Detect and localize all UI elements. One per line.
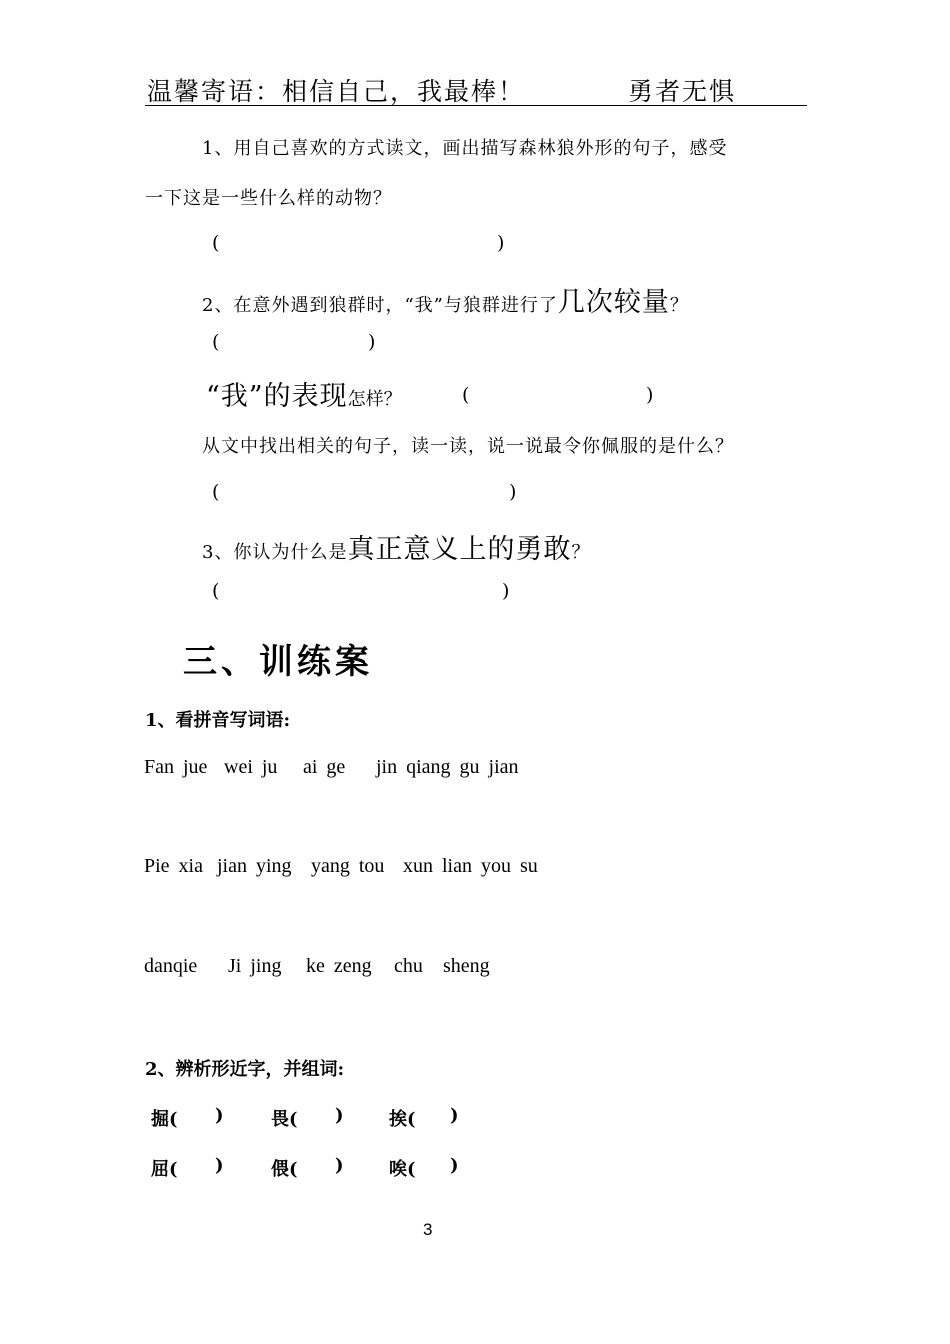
question-3-suffix: ？ xyxy=(571,542,591,563)
pinyin-item: ai ge xyxy=(303,756,346,778)
question-3-prefix: 3、你认为什么是 xyxy=(202,542,348,563)
char-item-close: ) xyxy=(450,1105,459,1126)
pinyin-item: jian ying xyxy=(217,855,292,877)
question-2-sub-1-emphasis: “我”的表现 xyxy=(206,381,348,412)
question-2-sub-1-rest: 怎样？ xyxy=(347,389,402,410)
char-item: 畏( xyxy=(271,1109,298,1130)
answer-3-close: ) xyxy=(502,580,510,602)
pinyin-item: yang tou xyxy=(311,855,385,877)
header-slogan: 勇者无惧 xyxy=(628,77,737,106)
section-title: 三、训练案 xyxy=(183,642,373,682)
char-item-close: ) xyxy=(335,1155,344,1176)
pinyin-item: danqie xyxy=(144,955,198,977)
question-2 xyxy=(202,280,689,319)
question-2-suffix: ？ xyxy=(669,295,689,316)
pinyin-item: sheng xyxy=(443,955,490,977)
char-item-close: ) xyxy=(450,1155,459,1176)
answer-3-open: ( xyxy=(212,580,220,602)
question-2-emphasis: 几次较量 xyxy=(557,287,670,318)
pinyin-item: xun lian you su xyxy=(403,855,538,877)
answer-2a-open: ( xyxy=(462,384,470,406)
char-item-close: ) xyxy=(335,1105,344,1126)
char-item-close: ) xyxy=(215,1105,224,1126)
char-item: 挨( xyxy=(389,1109,416,1130)
question-2-prefix: 2、在意外遇到狼群时，“我”与狼群进行了 xyxy=(202,295,558,316)
question-3 xyxy=(202,527,590,566)
answer-2-open: ( xyxy=(212,331,220,353)
answer-2a-close: ) xyxy=(646,384,654,406)
header-motto: 温馨寄语：相信自己，我最棒！ xyxy=(147,77,526,106)
answer-2b-close: ) xyxy=(509,481,517,503)
answer-2-close: ) xyxy=(368,331,376,353)
page-number: 3 xyxy=(423,1220,433,1239)
header-divider xyxy=(145,105,807,106)
pinyin-item: Pie xia xyxy=(144,855,203,877)
question-1-line-2: 一下这是一些什么样的动物？ xyxy=(145,188,392,209)
pinyin-item: chu xyxy=(394,955,423,977)
exercise-1-title: 1、看拼音写词语: xyxy=(145,710,291,731)
pinyin-item: Fan jue xyxy=(144,756,208,778)
answer-2b-open: ( xyxy=(212,481,220,503)
question-2-sub-1 xyxy=(206,374,402,413)
pinyin-item: ke zeng xyxy=(306,955,372,977)
char-item: 唉( xyxy=(389,1159,416,1180)
question-2-sub-2: 从文中找出相关的句子，读一读，说一说最令你佩服的是什么？ xyxy=(202,436,734,457)
char-item: 偎( xyxy=(271,1159,298,1180)
question-1-line-1: 1、用自己喜欢的方式读文，画出描写森林狼外形的句子，感受 xyxy=(202,138,728,159)
answer-1-close: ) xyxy=(497,232,505,254)
char-item: 屈( xyxy=(151,1159,178,1180)
pinyin-item: wei ju xyxy=(224,756,278,778)
exercise-2-title: 2、辨析形近字，并组词: xyxy=(145,1059,345,1080)
answer-1-open: ( xyxy=(212,232,220,254)
pinyin-item: jin qiang gu jian xyxy=(376,756,519,778)
char-item-close: ) xyxy=(215,1155,224,1176)
pinyin-item: Ji jing xyxy=(228,955,282,977)
question-3-emphasis: 真正意义上的勇敢 xyxy=(347,534,572,565)
char-item: 掘( xyxy=(151,1109,178,1130)
